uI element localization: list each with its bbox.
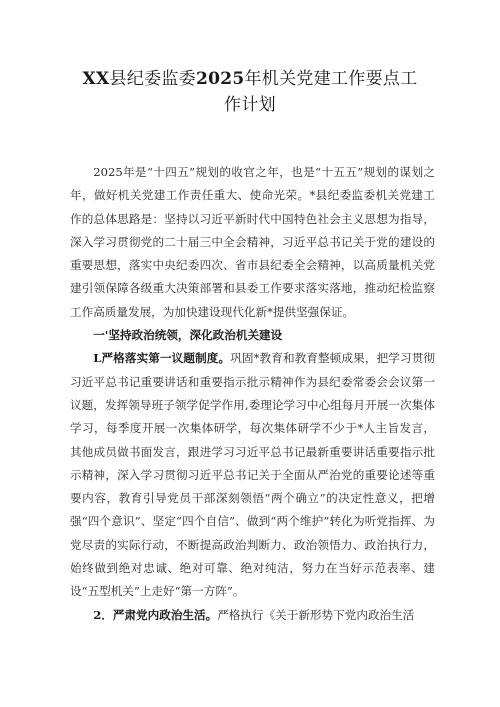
title-year: 2025	[195, 69, 245, 89]
document-body	[70, 161, 435, 627]
item-1-paragraph	[70, 347, 435, 603]
title-line2: 作计划	[224, 95, 276, 115]
item-1-text: 巩固*教育和教育整顿成果，把学习贯彻习近平总书记重要讲话和重要指示批示精神作为县纪委常委会会议第一议题，发挥领导班子领学促学作用,委理论学习中心组每月开展一次集体学习，每季度开展一次集体研学，每次集体研学不少于*人主旨发言，其他成员做书面发言，跟进学习习近平总书记最新重要讲话重要指示批示精神，深入学习贯彻习近平总书记关于全面从严治党的重要论述等重要内容，教育引导党员干部深刻领悟“两个确立”的决定性意义，把增强“四个意识”、坚定“四个自信”、做到“两个维护”转化为听党指挥、为党尽责的实际行动，不断提高政治判断力、政治领悟力、政治执行力，始终做到绝对忠诚、绝对可靠、绝对纯洁，努力在当好示范表率、建设“五型机关”上走好“第一方阵”。	[70, 351, 435, 599]
item-2-paragraph	[70, 604, 435, 627]
section-heading-1: 一'坚持政治统领，深化政治机关建设	[93, 328, 283, 343]
document-title	[60, 66, 440, 118]
item-2-text: 严格执行《关于新形势下党内政治生活	[217, 607, 415, 622]
title-org: 县纪委监委	[109, 69, 196, 89]
item-1-label: L严格落实第一议题制度。	[93, 351, 231, 366]
intro-paragraph: 2025年是“十四五”规划的收官之年，也是“十五五”规划的谋划之年，做好机关党建工作责任重大、使命光荣。*县纪委监委机关党建工作的总体思路是：坚持以习近平新时代中国特色社会主义思想为指导，深入学习贯彻党的二十届三中全会精神，习近平总书记关于党的建设的重要思想，落实中央纪委四次、省市县纪委全会精神，以高质量机关党建引领保障各级重大决策部署和县委工作要求落实落地，推动纪检监察工作高质量发展，为加快建设现代化新*提供坚强保证。	[70, 165, 435, 319]
title-rest: 年机关党建工作要点工	[244, 69, 418, 89]
item-2-label: 2．严肃党内政治生活。	[93, 607, 218, 622]
title-prefix: XX	[82, 69, 110, 89]
